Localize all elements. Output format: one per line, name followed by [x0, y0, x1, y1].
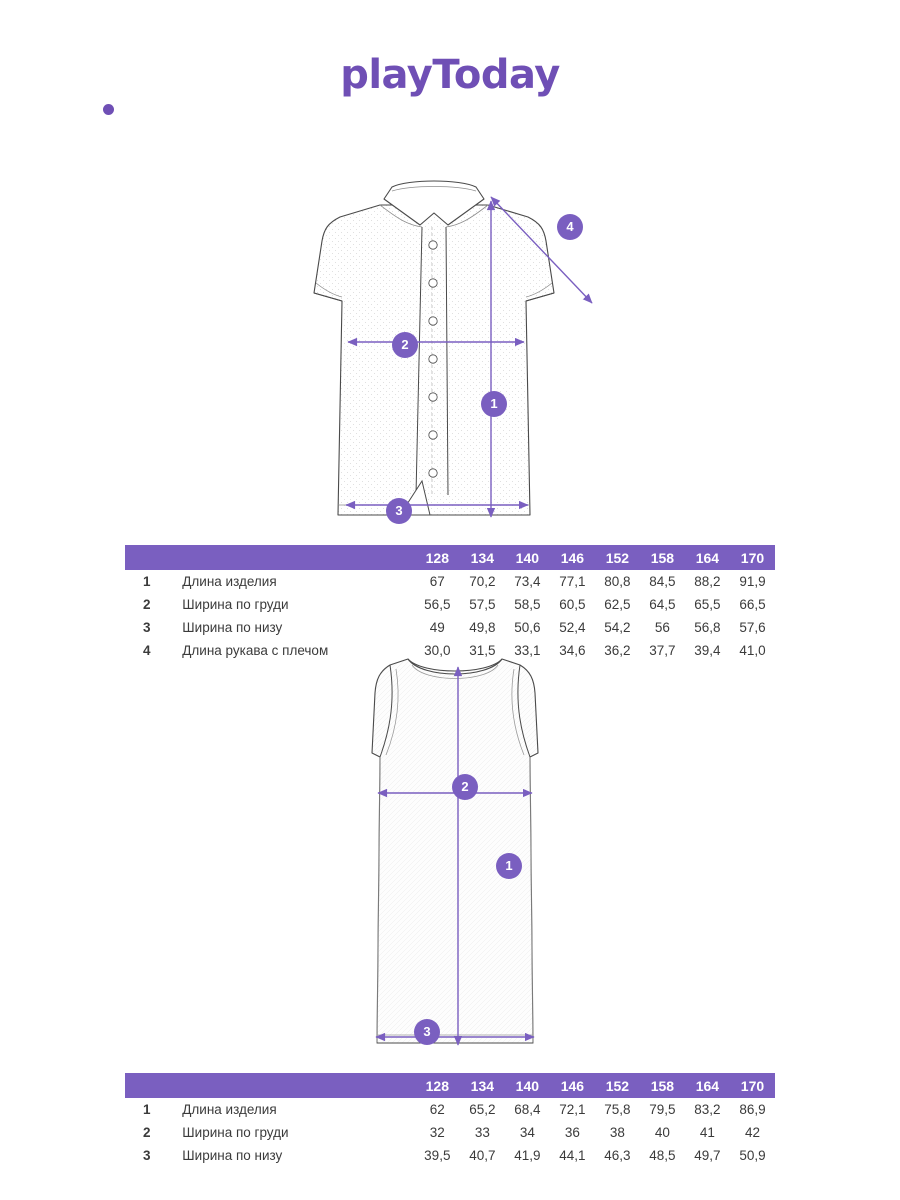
col-header-170: 170 — [730, 545, 775, 570]
cell-value: 66,5 — [739, 597, 766, 612]
table-row — [125, 593, 775, 616]
cell-value: 49,8 — [469, 620, 496, 635]
shirt-marker-3: 3 — [386, 498, 412, 524]
col-header-128: 128 — [415, 545, 460, 570]
dress-marker-2: 2 — [452, 774, 478, 800]
cell-value: 36,2 — [604, 643, 631, 658]
cell-value: 40 — [654, 1125, 670, 1140]
cell-value: 65,5 — [694, 597, 721, 612]
row-label: Ширина по низу — [182, 1148, 283, 1163]
table-header-row — [125, 545, 775, 570]
cell-value: 75,8 — [604, 1102, 631, 1117]
row-label: Длина изделия — [182, 1102, 277, 1117]
cell-value: 56 — [654, 620, 670, 635]
cell-value: 86,9 — [739, 1102, 766, 1117]
cell-value: 31,5 — [469, 643, 496, 658]
cell-value: 58,5 — [514, 597, 541, 612]
cell-value: 39,5 — [424, 1148, 451, 1163]
row-number: 1 — [143, 1102, 151, 1117]
cell-value: 44,1 — [559, 1148, 586, 1163]
col-header-146: 146 — [550, 1073, 595, 1098]
table-row — [125, 616, 775, 639]
col-header-146: 146 — [550, 545, 595, 570]
cell-value: 52,4 — [559, 620, 586, 635]
cell-value: 79,5 — [649, 1102, 676, 1117]
table-row — [125, 570, 775, 593]
table-row — [125, 1098, 775, 1121]
cell-value: 57,6 — [739, 620, 766, 635]
brand-logo-text: playToday — [340, 52, 560, 98]
cell-value: 46,3 — [604, 1148, 631, 1163]
row-number: 1 — [143, 574, 151, 589]
cell-value: 40,7 — [469, 1148, 496, 1163]
table-row — [125, 1144, 775, 1167]
table-header-row — [125, 1073, 775, 1098]
cell-value: 84,5 — [649, 574, 676, 589]
row-label: Ширина по груди — [182, 597, 289, 612]
cell-value: 49 — [429, 620, 445, 635]
col-header-164: 164 — [685, 1073, 730, 1098]
cell-value: 33,1 — [514, 643, 541, 658]
cell-value: 48,5 — [649, 1148, 676, 1163]
cell-value: 80,8 — [604, 574, 631, 589]
brand-logo — [0, 52, 900, 98]
cell-value: 49,7 — [694, 1148, 721, 1163]
cell-value: 72,1 — [559, 1102, 586, 1117]
row-label: Ширина по груди — [182, 1125, 289, 1140]
row-label: Длина изделия — [182, 574, 277, 589]
cell-value: 62 — [429, 1102, 445, 1117]
cell-value: 60,5 — [559, 597, 586, 612]
cell-value: 50,6 — [514, 620, 541, 635]
cell-value: 39,4 — [694, 643, 721, 658]
col-header-152: 152 — [595, 545, 640, 570]
dress-marker-1: 1 — [496, 853, 522, 879]
col-header-170: 170 — [730, 1073, 775, 1098]
shirt-marker-4: 4 — [557, 214, 583, 240]
size-table-dress — [125, 1073, 775, 1167]
cell-value: 36 — [564, 1125, 580, 1140]
row-label: Длина рукава с плечом — [182, 643, 329, 658]
row-number: 3 — [143, 1148, 151, 1163]
dress-technical-drawing — [330, 645, 580, 1060]
row-number: 2 — [143, 597, 151, 612]
col-header-134: 134 — [460, 1073, 505, 1098]
col-header-140: 140 — [505, 1073, 550, 1098]
cell-value: 50,9 — [739, 1148, 766, 1163]
col-header-158: 158 — [640, 1073, 685, 1098]
cell-value: 30,0 — [424, 643, 451, 658]
col-header-name — [164, 545, 415, 570]
cell-value: 37,7 — [649, 643, 676, 658]
cell-value: 70,2 — [469, 574, 496, 589]
cell-value: 77,1 — [559, 574, 586, 589]
cell-value: 42 — [744, 1125, 760, 1140]
col-header-164: 164 — [685, 545, 730, 570]
cell-value: 56,8 — [694, 620, 721, 635]
cell-value: 38 — [609, 1125, 625, 1140]
cell-value: 65,2 — [469, 1102, 496, 1117]
cell-value: 64,5 — [649, 597, 676, 612]
cell-value: 73,4 — [514, 574, 541, 589]
cell-value: 34,6 — [559, 643, 586, 658]
col-header-158: 158 — [640, 545, 685, 570]
row-number: 3 — [143, 620, 151, 635]
col-header-128: 128 — [415, 1073, 460, 1098]
row-label: Ширина по низу — [182, 620, 283, 635]
col-header-140: 140 — [505, 545, 550, 570]
cell-value: 41,0 — [739, 643, 766, 658]
dress-marker-3: 3 — [414, 1019, 440, 1045]
col-header-152: 152 — [595, 1073, 640, 1098]
cell-value: 33 — [474, 1125, 490, 1140]
shirt-marker-1: 1 — [481, 391, 507, 417]
row-number: 4 — [143, 643, 151, 658]
cell-value: 68,4 — [514, 1102, 541, 1117]
col-header-num — [125, 545, 164, 570]
logo-dot — [103, 104, 114, 115]
cell-value: 54,2 — [604, 620, 631, 635]
cell-value: 91,9 — [739, 574, 766, 589]
row-number: 2 — [143, 1125, 151, 1140]
cell-value: 41,9 — [514, 1148, 541, 1163]
cell-value: 56,5 — [424, 597, 451, 612]
cell-value: 83,2 — [694, 1102, 721, 1117]
shirt-marker-2: 2 — [392, 332, 418, 358]
cell-value: 57,5 — [469, 597, 496, 612]
col-header-name — [164, 1073, 415, 1098]
col-header-134: 134 — [460, 545, 505, 570]
cell-value: 88,2 — [694, 574, 721, 589]
col-header-num — [125, 1073, 164, 1098]
cell-value: 32 — [429, 1125, 445, 1140]
cell-value: 67 — [429, 574, 445, 589]
cell-value: 34 — [519, 1125, 535, 1140]
cell-value: 41 — [699, 1125, 715, 1140]
cell-value: 62,5 — [604, 597, 631, 612]
table-row — [125, 1121, 775, 1144]
